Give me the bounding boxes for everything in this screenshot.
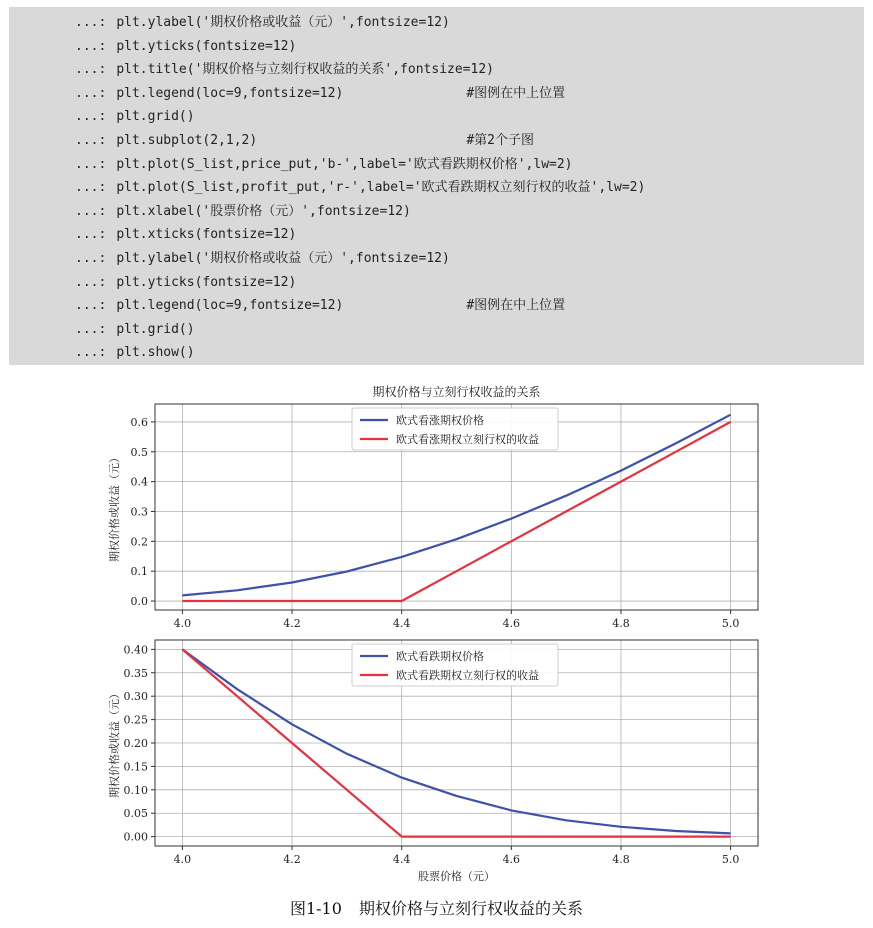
legend-label: 欧式看跌期权价格 (396, 650, 484, 663)
code-prompt: ...: (75, 85, 107, 101)
y-tick-label: 0.40 (123, 643, 148, 657)
x-tick-label: 4.0 (173, 617, 192, 630)
code-line (9, 176, 864, 200)
y-tick-label: 0.1 (130, 565, 148, 579)
code-prompt: ...: (75, 109, 107, 125)
code-text: plt.yticks(fontsize=12) (116, 38, 297, 54)
code-prompt: ...: (75, 15, 107, 30)
y-tick-label: 0.0 (130, 595, 148, 609)
code-prompt: ...: (75, 132, 107, 148)
legend-label: 欧式看跌期权立刻行权的收益 (396, 669, 539, 682)
code-comment: #第2个子图 (466, 132, 534, 148)
x-axis-label: 股票价格（元） (418, 870, 495, 883)
y-tick-label: 0.00 (123, 830, 148, 844)
chart-title: 期权价格与立刻行权收益的关系 (372, 385, 541, 399)
y-tick-label: 0.5 (130, 445, 148, 459)
x-tick-label: 4.2 (283, 617, 301, 630)
code-line (9, 35, 864, 59)
y-axis-label: 期权价格或收益（元） (108, 688, 121, 798)
code-prompt: ...: (75, 180, 107, 196)
code-line (9, 105, 864, 129)
code-text: plt.grid() (116, 109, 195, 125)
y-axis-label: 期权价格或收益（元） (108, 452, 121, 562)
code-prompt: ...: (75, 38, 107, 54)
y-tick-label: 0.6 (130, 415, 148, 429)
y-tick-label: 0.35 (123, 666, 148, 680)
y-tick-label: 0.05 (123, 807, 148, 821)
x-tick-label: 4.2 (283, 853, 301, 866)
y-tick-label: 0.10 (123, 783, 148, 797)
code-line (9, 271, 864, 295)
code-line (9, 223, 864, 247)
x-tick-label: 4.4 (392, 853, 411, 866)
code-block (9, 7, 864, 365)
y-tick-label: 0.2 (130, 535, 148, 549)
code-text: plt.title('期权价格与立刻行权收益的关系',fontsize=12) (116, 62, 494, 78)
code-line (9, 318, 864, 342)
legend-label: 欧式看涨期权价格 (396, 414, 484, 427)
code-prompt: ...: (75, 298, 107, 314)
figure (0, 372, 873, 892)
code-text: plt.plot(S_list,price_put,'b-',label='欧式看跌期权价格',lw=2) (116, 156, 573, 172)
x-tick-label: 5.0 (721, 617, 740, 630)
code-text: plt.xlabel('股票价格（元）',fontsize=12) (116, 203, 411, 219)
y-tick-label: 0.3 (130, 505, 148, 519)
code-prompt: ...: (75, 345, 107, 361)
code-text: plt.legend(loc=9,fontsize=12) (116, 298, 344, 314)
figure-label: 图1-10 (289, 899, 342, 918)
code-prompt: ...: (75, 321, 107, 337)
code-prompt: ...: (75, 156, 107, 172)
y-tick-label: 0.4 (130, 475, 148, 489)
code-line (9, 82, 864, 106)
code-line (9, 294, 864, 318)
code-line (9, 129, 864, 153)
x-tick-label: 4.0 (173, 853, 192, 866)
code-text: plt.plot(S_list,profit_put,'r-',label='欧式看跌期权立刻行权的收益',lw=2) (116, 180, 646, 196)
code-line (9, 341, 864, 365)
figure-caption (0, 896, 873, 919)
code-prompt: ...: (75, 62, 107, 78)
y-tick-label: 0.25 (123, 713, 148, 727)
code-comment: #图例在中上位置 (466, 85, 566, 101)
code-text: plt.xticks(fontsize=12) (116, 227, 297, 243)
code-line (9, 11, 864, 35)
code-prompt: ...: (75, 203, 107, 219)
code-line (9, 247, 864, 271)
x-tick-label: 4.4 (392, 617, 411, 630)
x-tick-label: 5.0 (721, 853, 740, 866)
code-text: plt.yticks(fontsize=12) (116, 274, 297, 290)
x-tick-label: 4.8 (612, 617, 630, 630)
code-text: plt.ylabel('期权价格或收益（元）',fontsize=12) (116, 15, 450, 30)
code-prompt: ...: (75, 274, 107, 290)
figure-title: 期权价格与立刻行权收益的关系 (359, 899, 584, 918)
x-tick-label: 4.6 (502, 617, 521, 630)
x-tick-label: 4.6 (502, 853, 521, 866)
y-tick-label: 0.15 (123, 760, 148, 774)
code-text: plt.ylabel('期权价格或收益（元）',fontsize=12) (116, 250, 450, 266)
code-line (9, 200, 864, 224)
legend-label: 欧式看涨期权立刻行权的收益 (396, 433, 539, 446)
code-line (9, 153, 864, 177)
code-line (9, 58, 864, 82)
code-prompt: ...: (75, 227, 107, 243)
code-text: plt.legend(loc=9,fontsize=12) (116, 85, 344, 101)
code-text: plt.grid() (116, 321, 195, 337)
code-prompt: ...: (75, 250, 107, 266)
code-text: plt.show() (116, 345, 195, 361)
code-text: plt.subplot(2,1,2) (116, 132, 258, 148)
y-tick-label: 0.20 (123, 737, 148, 750)
y-tick-label: 0.30 (123, 690, 148, 704)
x-tick-label: 4.8 (612, 853, 630, 866)
code-comment: #图例在中上位置 (466, 298, 566, 314)
